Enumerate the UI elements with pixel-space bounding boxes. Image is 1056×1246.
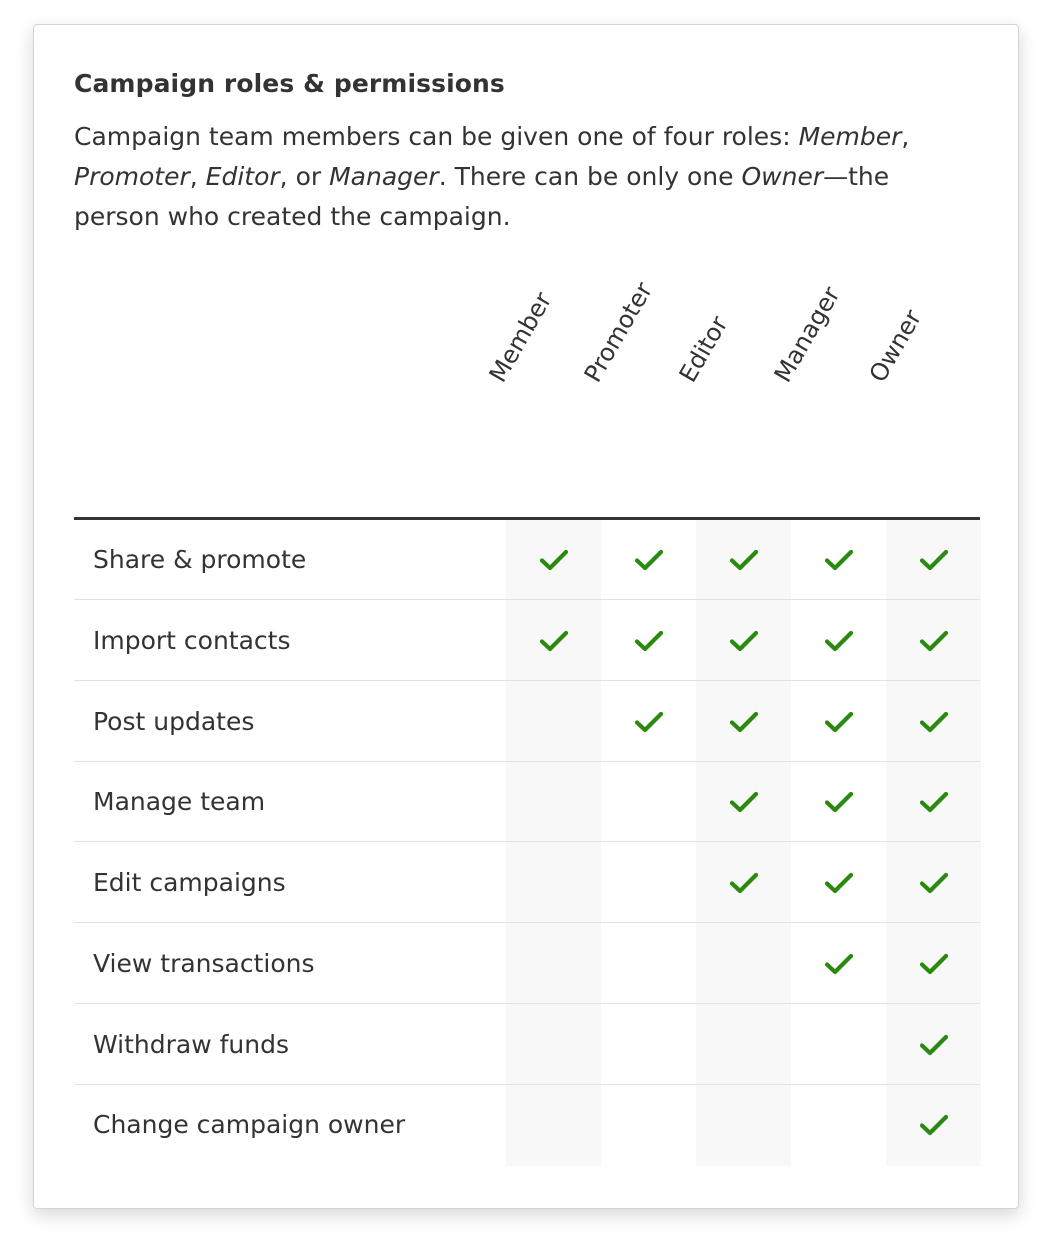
permission-label: View transactions <box>93 948 315 978</box>
permission-cell-manager <box>791 1085 886 1165</box>
permission-cell-owner <box>886 762 981 842</box>
checkmark-icon <box>729 871 759 895</box>
permission-label: Change campaign owner <box>93 1110 406 1140</box>
permission-cell-promoter <box>601 843 696 923</box>
permission-cell-manager <box>791 601 886 681</box>
permission-cell-manager <box>791 1005 886 1085</box>
permission-cell-editor <box>696 601 791 681</box>
checkmark-icon <box>824 629 854 653</box>
checkmark-icon <box>729 790 759 814</box>
role-name-promoter: Promoter <box>74 162 190 191</box>
checkmark-icon <box>729 710 759 734</box>
role-label: Editor <box>673 311 734 387</box>
permission-cell-promoter <box>601 601 696 681</box>
role-label: Promoter <box>578 277 659 387</box>
role-label: Manager <box>768 281 846 387</box>
permission-label: Import contacts <box>93 625 291 655</box>
permission-cell-editor <box>696 762 791 842</box>
permission-cell-editor <box>696 1005 791 1085</box>
permission-cell-member <box>506 1005 601 1085</box>
permission-cell-manager <box>791 682 886 762</box>
table-row <box>74 924 980 1004</box>
checkmark-icon <box>824 710 854 734</box>
permission-cell-owner <box>886 520 981 600</box>
permission-cell-member <box>506 601 601 681</box>
role-label: Owner <box>863 305 928 387</box>
checkmark-icon <box>824 952 854 976</box>
checkmark-icon <box>919 1033 949 1057</box>
permission-cell-manager <box>791 520 886 600</box>
checkmark-icon <box>919 629 949 653</box>
description-text: , or <box>279 162 330 191</box>
permission-label: Withdraw funds <box>93 1029 290 1059</box>
checkmark-icon <box>919 710 949 734</box>
permission-cell-member <box>506 520 601 600</box>
permission-cell-owner <box>886 843 981 923</box>
description-text: , <box>901 122 910 151</box>
role-label: Member <box>483 287 558 387</box>
permission-label: Post updates <box>93 706 255 736</box>
checkmark-icon <box>729 629 759 653</box>
description-text: , <box>189 162 206 191</box>
permission-cell-member <box>506 924 601 1004</box>
table-row <box>74 682 980 762</box>
permission-cell-manager <box>791 762 886 842</box>
description-text: Campaign team members can be given one of four roles: <box>74 122 799 151</box>
roles-permissions-card <box>33 24 1019 1209</box>
description-text: . There can be only one <box>438 162 742 191</box>
checkmark-icon <box>539 548 569 572</box>
permission-cell-editor <box>696 1085 791 1165</box>
permission-cell-editor <box>696 520 791 600</box>
permission-cell-manager <box>791 924 886 1004</box>
checkmark-icon <box>919 952 949 976</box>
checkmark-icon <box>824 790 854 814</box>
permission-label: Share & promote <box>93 545 307 574</box>
permission-cell-promoter <box>601 762 696 842</box>
permission-cell-promoter <box>601 1085 696 1165</box>
permission-cell-editor <box>696 843 791 923</box>
checkmark-icon <box>634 629 664 653</box>
checkmark-icon <box>539 629 569 653</box>
permission-cell-editor <box>696 924 791 1004</box>
role-name-member: Member <box>798 122 902 151</box>
checkmark-icon <box>919 871 949 895</box>
checkmark-icon <box>919 790 949 814</box>
description-text: —the person who created the campaign. <box>74 162 890 231</box>
checkmark-icon <box>729 548 759 572</box>
card-title: Campaign roles & permissions <box>74 69 505 98</box>
permission-cell-editor <box>696 682 791 762</box>
permission-cell-owner <box>886 682 981 762</box>
permission-cell-member <box>506 762 601 842</box>
permission-label: Edit campaigns <box>93 868 286 897</box>
permission-cell-manager <box>791 843 886 923</box>
checkmark-icon <box>634 710 664 734</box>
permission-cell-member <box>506 1085 601 1165</box>
permission-cell-owner <box>886 924 981 1004</box>
role-name-owner: Owner <box>741 162 824 191</box>
table-row <box>74 1005 980 1085</box>
table-row <box>74 520 980 600</box>
card-description <box>74 117 954 237</box>
table-row <box>74 843 980 923</box>
permission-cell-promoter <box>601 682 696 762</box>
checkmark-icon <box>919 548 949 572</box>
checkmark-icon <box>919 1113 949 1137</box>
permission-cell-promoter <box>601 924 696 1004</box>
permission-cell-owner <box>886 601 981 681</box>
permission-cell-promoter <box>601 520 696 600</box>
checkmark-icon <box>824 548 854 572</box>
permission-cell-member <box>506 682 601 762</box>
permission-cell-owner <box>886 1085 981 1165</box>
permission-label: Manage team <box>93 787 266 817</box>
permission-cell-member <box>506 843 601 923</box>
table-row <box>74 601 980 681</box>
role-name-editor: Editor <box>205 162 280 191</box>
permission-cell-owner <box>886 1005 981 1085</box>
table-row <box>74 762 980 842</box>
table-row <box>74 1085 980 1165</box>
checkmark-icon <box>634 548 664 572</box>
permission-cell-promoter <box>601 1005 696 1085</box>
checkmark-icon <box>824 871 854 895</box>
role-name-manager: Manager <box>329 162 439 191</box>
